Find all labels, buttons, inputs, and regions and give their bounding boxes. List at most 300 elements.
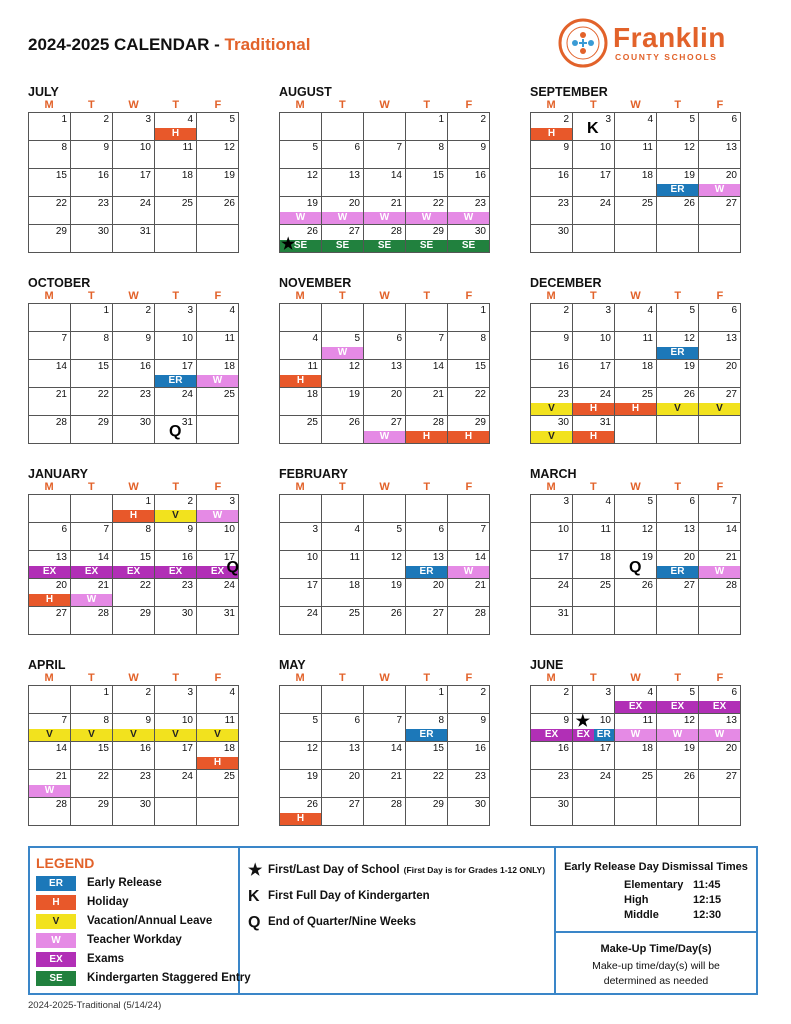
day-cell — [280, 607, 322, 635]
day-number: 16 — [557, 743, 569, 754]
day-number: 12 — [683, 333, 695, 344]
day-number: 15 — [55, 170, 67, 181]
day-number: 13 — [683, 524, 695, 535]
day-cell — [406, 113, 448, 141]
month-grid — [279, 303, 490, 444]
day-number: 4 — [229, 687, 235, 698]
day-number: 20 — [432, 580, 444, 591]
day-number: 1 — [145, 496, 151, 507]
weekday-label: T — [589, 290, 597, 302]
day-number: 6 — [731, 114, 737, 125]
day-cell — [29, 197, 71, 225]
day-cell — [448, 607, 490, 635]
day-cell — [197, 169, 239, 197]
day-number: 27 — [725, 771, 737, 782]
weekday-header — [28, 99, 239, 112]
day-number: 13 — [348, 170, 360, 181]
day-cell — [531, 141, 573, 169]
day-code-w — [699, 184, 740, 196]
day-code-w — [197, 510, 238, 522]
legend-label: Early Release — [87, 877, 162, 889]
last-day-star-icon: ★ — [575, 713, 590, 730]
day-number: 7 — [61, 715, 67, 726]
day-number: 5 — [689, 305, 695, 316]
weekday-label: F — [465, 99, 473, 111]
day-number: 9 — [563, 333, 569, 344]
day-number: 22 — [55, 198, 67, 209]
day-cell — [699, 686, 741, 714]
day-number: 23 — [181, 580, 193, 591]
day-number: 7 — [396, 715, 402, 726]
end-of-quarter-q-mark: Q — [629, 559, 642, 576]
day-code-text: SE — [335, 240, 350, 251]
day-number: 23 — [139, 389, 151, 400]
day-number: 26 — [223, 198, 235, 209]
kindergarten-k-mark: Q — [169, 423, 182, 440]
day-number: 11 — [224, 333, 235, 344]
day-cell — [531, 416, 573, 444]
week-row — [280, 169, 490, 197]
day-cell — [71, 579, 113, 607]
day-number: 20 — [390, 389, 402, 400]
day-code-v — [197, 729, 238, 741]
day-number: 11 — [224, 715, 235, 726]
day-cell — [699, 770, 741, 798]
weekday-header — [530, 290, 741, 303]
week-row — [280, 416, 490, 444]
weekday-label: F — [465, 672, 473, 684]
day-number: 25 — [223, 771, 235, 782]
day-cell — [280, 523, 322, 551]
day-number: 2 — [480, 114, 486, 125]
day-number: 16 — [557, 361, 569, 372]
weekday-header — [28, 672, 239, 685]
day-cell — [573, 798, 615, 826]
day-cell — [322, 742, 364, 770]
day-cell — [615, 523, 657, 551]
day-number: 29 — [139, 608, 151, 619]
day-number: 17 — [139, 170, 151, 181]
day-number: 26 — [390, 608, 402, 619]
day-cell — [573, 197, 615, 225]
day-cell — [113, 714, 155, 742]
day-code-ex — [71, 566, 112, 578]
day-cell — [71, 551, 113, 579]
day-code-er — [155, 375, 196, 387]
day-number: 21 — [474, 580, 486, 591]
day-code-text: ER — [419, 566, 434, 577]
week-row — [531, 770, 741, 798]
day-code-w — [197, 375, 238, 387]
day-cell — [699, 113, 741, 141]
day-number: 4 — [647, 687, 653, 698]
day-cell — [71, 770, 113, 798]
day-code-text: W — [714, 729, 725, 740]
day-number: 12 — [306, 170, 318, 181]
day-number: 6 — [354, 715, 360, 726]
day-code-ex — [113, 566, 154, 578]
day-cell — [280, 742, 322, 770]
day-code-text: EX — [168, 566, 183, 577]
day-number: 16 — [557, 170, 569, 181]
week-row — [280, 332, 490, 360]
day-number: 18 — [641, 361, 653, 372]
day-cell — [322, 304, 364, 332]
day-number: 20 — [348, 771, 360, 782]
day-number: 6 — [689, 496, 695, 507]
day-cell — [448, 141, 490, 169]
week-row — [531, 742, 741, 770]
week-row — [531, 523, 741, 551]
day-number: 26 — [641, 580, 653, 591]
legend-swatch: V — [36, 914, 76, 929]
day-cell — [699, 551, 741, 579]
weekday-label: T — [87, 290, 95, 302]
day-cell — [113, 742, 155, 770]
day-cell — [657, 770, 699, 798]
day-number: 14 — [432, 361, 444, 372]
day-cell — [615, 607, 657, 635]
symbol-note: (First Day is for Grades 1-12 ONLY) — [403, 865, 546, 875]
week-row — [531, 169, 741, 197]
day-cell — [573, 579, 615, 607]
day-cell — [155, 551, 197, 579]
day-cell — [197, 197, 239, 225]
day-cell — [406, 141, 448, 169]
weekday-label: T — [87, 672, 95, 684]
day-cell — [448, 388, 490, 416]
day-number: 5 — [312, 715, 318, 726]
day-number: 3 — [605, 305, 611, 316]
day-code-w — [406, 212, 447, 224]
day-cell — [155, 169, 197, 197]
week-row — [29, 388, 239, 416]
day-cell — [615, 225, 657, 253]
day-cell — [657, 332, 699, 360]
day-cell — [113, 523, 155, 551]
first-last-day-star-icon: ★ — [281, 236, 296, 253]
day-number: 21 — [55, 389, 67, 400]
day-cell — [531, 714, 573, 742]
day-code-text: EX — [126, 566, 141, 577]
day-code-h — [615, 403, 656, 415]
day-code-text: H — [631, 403, 640, 414]
day-cell — [29, 579, 71, 607]
day-number: 24 — [557, 580, 569, 591]
day-number: 22 — [432, 198, 444, 209]
weekday-label: M — [546, 290, 556, 302]
day-number: 14 — [97, 552, 109, 563]
day-number: 28 — [390, 799, 402, 810]
day-cell — [699, 579, 741, 607]
day-cell — [322, 551, 364, 579]
day-cell — [406, 169, 448, 197]
day-cell — [615, 416, 657, 444]
day-cell — [615, 169, 657, 197]
day-code-text: H — [213, 757, 222, 768]
day-code-w — [322, 212, 363, 224]
day-number: 8 — [61, 142, 67, 153]
day-number: 10 — [181, 715, 193, 726]
day-cell — [657, 495, 699, 523]
weekday-label: W — [630, 481, 641, 493]
weekday-label: W — [128, 672, 139, 684]
day-cell — [531, 495, 573, 523]
day-cell — [197, 304, 239, 332]
day-cell — [615, 770, 657, 798]
day-number: 28 — [55, 799, 67, 810]
weekday-label: T — [87, 99, 95, 111]
day-cell — [657, 113, 699, 141]
day-cell — [29, 169, 71, 197]
day-number: 8 — [438, 715, 444, 726]
weekday-header — [28, 290, 239, 303]
day-cell — [280, 495, 322, 523]
day-code-text: EX — [210, 566, 225, 577]
day-code-w — [448, 212, 489, 224]
weekday-label: T — [674, 481, 682, 493]
weekday-label: T — [338, 672, 346, 684]
day-cell — [364, 225, 406, 253]
legend-swatch: SE — [36, 971, 76, 986]
day-cell — [155, 742, 197, 770]
day-number: 10 — [599, 142, 611, 153]
day-cell — [448, 113, 490, 141]
day-code-h — [448, 431, 489, 443]
day-cell — [71, 169, 113, 197]
day-cell — [531, 798, 573, 826]
page-title — [28, 35, 310, 55]
day-cell — [573, 495, 615, 523]
day-cell — [657, 579, 699, 607]
day-code-h — [531, 128, 572, 140]
day-cell — [155, 141, 197, 169]
day-cell — [448, 579, 490, 607]
day-cell — [531, 304, 573, 332]
day-cell — [155, 523, 197, 551]
weekday-label: M — [295, 672, 305, 684]
day-code-h — [197, 757, 238, 769]
day-cell — [573, 523, 615, 551]
day-number: 12 — [641, 524, 653, 535]
day-cell — [364, 798, 406, 826]
day-number: 13 — [55, 552, 67, 563]
day-cell — [657, 742, 699, 770]
day-number: 7 — [396, 142, 402, 153]
day-code-text: W — [337, 347, 348, 358]
month-grid — [279, 685, 490, 826]
day-cell — [113, 141, 155, 169]
day-cell — [155, 714, 197, 742]
week-row — [29, 113, 239, 141]
day-code-w — [322, 347, 363, 359]
day-code-h — [280, 375, 321, 387]
day-code-text: V — [548, 431, 555, 442]
weekday-label: W — [128, 290, 139, 302]
day-number: 20 — [725, 361, 737, 372]
day-code-ex — [155, 566, 196, 578]
day-code-se — [406, 240, 447, 252]
day-cell — [615, 332, 657, 360]
day-number: 5 — [396, 524, 402, 535]
day-cell — [29, 742, 71, 770]
day-cell — [573, 304, 615, 332]
day-cell — [364, 360, 406, 388]
day-cell — [71, 686, 113, 714]
week-row — [280, 686, 490, 714]
legend-codes — [30, 848, 251, 993]
day-number: 27 — [390, 417, 402, 428]
weekday-label: T — [589, 481, 597, 493]
month-name: AUGUST — [279, 85, 332, 99]
day-cell — [280, 141, 322, 169]
legend-divider — [556, 931, 756, 933]
day-code-text: W — [463, 566, 474, 577]
week-row — [280, 770, 490, 798]
month-grid — [279, 112, 490, 253]
day-number: 11 — [642, 333, 653, 344]
month-july — [28, 86, 239, 253]
day-cell — [364, 551, 406, 579]
day-cell — [573, 225, 615, 253]
day-cell — [657, 169, 699, 197]
week-row — [29, 551, 239, 579]
day-cell — [197, 686, 239, 714]
day-number: 23 — [474, 198, 486, 209]
day-number: 2 — [187, 496, 193, 507]
day-cell — [448, 416, 490, 444]
day-cell — [364, 388, 406, 416]
day-number: 15 — [139, 552, 151, 563]
day-cell — [699, 388, 741, 416]
symbol-label — [268, 864, 545, 876]
day-number: 23 — [557, 198, 569, 209]
month-august — [279, 86, 490, 253]
day-cell — [448, 225, 490, 253]
month-march — [530, 468, 741, 635]
day-cell — [573, 113, 615, 141]
day-number: 31 — [139, 226, 151, 237]
day-code-w — [699, 566, 740, 578]
day-number: 18 — [348, 580, 360, 591]
day-cell — [113, 225, 155, 253]
day-cell — [280, 798, 322, 826]
month-name: JUNE — [530, 658, 564, 672]
day-cell — [322, 360, 364, 388]
day-code-text: EX — [42, 566, 57, 577]
day-number: 21 — [725, 552, 737, 563]
day-code-w — [615, 729, 656, 741]
day-cell — [155, 225, 197, 253]
symbol-q: Q — [248, 914, 261, 931]
day-cell — [448, 197, 490, 225]
day-cell — [113, 169, 155, 197]
weekday-header — [279, 672, 490, 685]
month-grid — [530, 494, 741, 635]
weekday-header — [279, 290, 490, 303]
day-cell — [29, 686, 71, 714]
day-code-text: ER — [670, 184, 685, 195]
day-code-text: EX — [544, 729, 559, 740]
day-code-ex — [531, 729, 572, 741]
day-number: 7 — [480, 524, 486, 535]
day-cell — [657, 225, 699, 253]
day-number: 8 — [103, 333, 109, 344]
weekday-label: M — [546, 672, 556, 684]
day-cell — [406, 579, 448, 607]
day-cell — [406, 607, 448, 635]
week-row — [29, 607, 239, 635]
day-number: 5 — [229, 114, 235, 125]
day-cell — [364, 495, 406, 523]
day-cell — [573, 607, 615, 635]
day-number: 29 — [432, 799, 444, 810]
day-number: 9 — [187, 524, 193, 535]
day-cell — [406, 360, 448, 388]
day-code-v — [531, 431, 572, 443]
day-cell — [322, 141, 364, 169]
day-code-text: W — [714, 184, 725, 195]
legend-swatch: W — [36, 933, 76, 948]
month-name: APRIL — [28, 658, 66, 672]
day-cell — [322, 607, 364, 635]
day-cell — [71, 332, 113, 360]
day-code-text: ER — [168, 375, 183, 386]
day-number: 19 — [306, 198, 318, 209]
day-cell — [615, 360, 657, 388]
day-number: 6 — [731, 687, 737, 698]
day-code-h — [113, 510, 154, 522]
day-number: 14 — [725, 524, 737, 535]
day-cell — [448, 495, 490, 523]
day-code-text: H — [296, 813, 305, 824]
day-cell — [573, 416, 615, 444]
day-code-er — [657, 184, 698, 196]
month-name: SEPTEMBER — [530, 85, 608, 99]
day-number: 1 — [438, 687, 444, 698]
day-cell — [197, 113, 239, 141]
day-number: 17 — [599, 361, 611, 372]
day-number: 14 — [390, 743, 402, 754]
week-row — [531, 579, 741, 607]
day-cell — [531, 169, 573, 197]
day-number: 20 — [55, 580, 67, 591]
day-cell — [155, 798, 197, 826]
day-number: 1 — [480, 305, 486, 316]
day-number: 9 — [563, 715, 569, 726]
day-cell — [29, 388, 71, 416]
day-cell — [531, 332, 573, 360]
day-cell — [322, 169, 364, 197]
day-cell — [531, 360, 573, 388]
day-cell — [699, 607, 741, 635]
day-number: 15 — [432, 743, 444, 754]
day-code-w — [364, 212, 405, 224]
day-code-text: W — [44, 785, 55, 796]
day-number: 11 — [642, 142, 653, 153]
day-number: 11 — [182, 142, 193, 153]
day-cell — [113, 360, 155, 388]
day-code-text: SE — [377, 240, 392, 251]
day-cell — [322, 714, 364, 742]
day-number: 9 — [145, 333, 151, 344]
day-code-text: H — [589, 403, 598, 414]
day-cell — [531, 113, 573, 141]
weekday-label: F — [716, 672, 724, 684]
month-november — [279, 277, 490, 444]
day-cell — [364, 579, 406, 607]
day-number: 24 — [599, 771, 611, 782]
